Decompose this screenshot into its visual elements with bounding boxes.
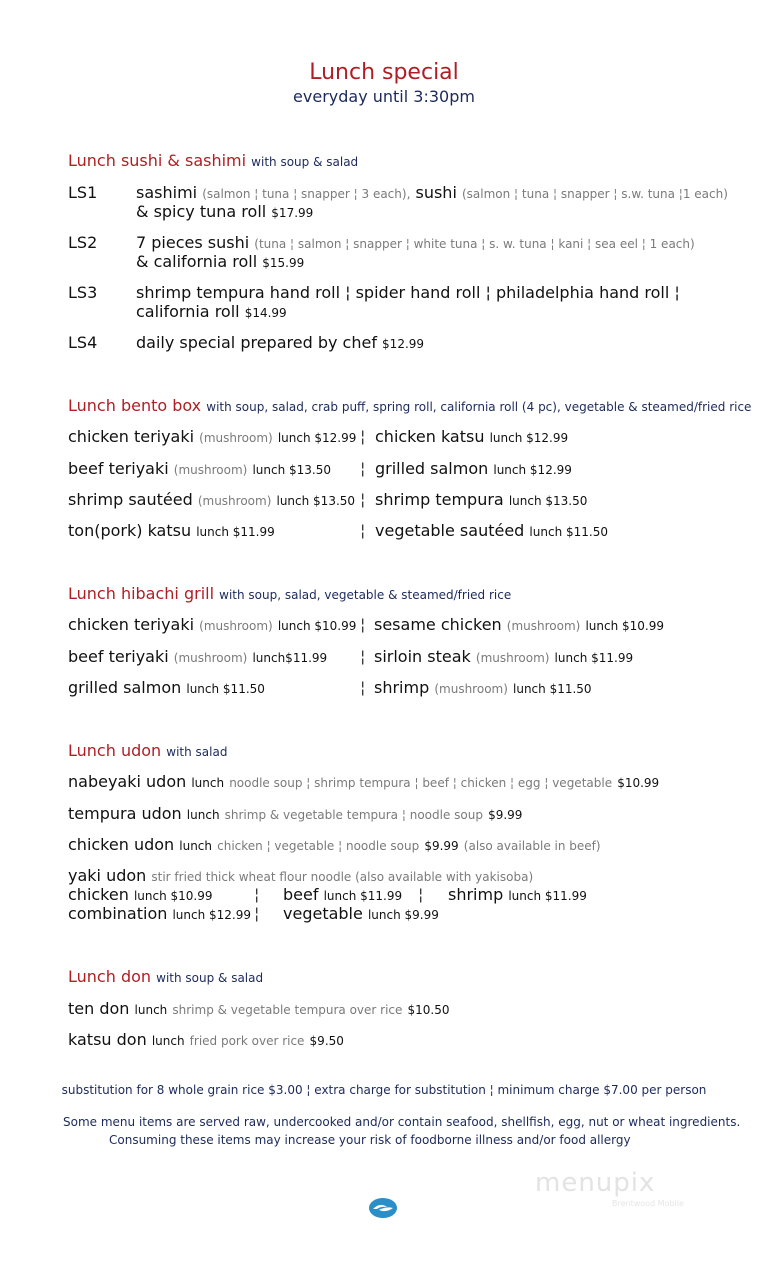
bento-item: [68, 490, 355, 509]
yaki-option: [68, 904, 251, 923]
item-price: lunch $12.99: [493, 463, 572, 477]
item-name: shrimp tempura hand roll ¦ spider hand roll ¦ philadelphia hand roll ¦: [136, 283, 680, 302]
bento-item: [375, 490, 587, 509]
item-detail: (mushroom): [475, 651, 550, 665]
item-name: yaki udon: [68, 866, 147, 885]
item-name: sesame chicken: [374, 615, 502, 634]
item-price: lunch $11.99: [554, 651, 634, 665]
allergy-warning-line1: Some menu items are served raw, undercooked and/or contain seafood, shellfish, egg, nut or wheat ingredients.: [63, 1115, 741, 1129]
item-price: lunch $13.50: [252, 463, 331, 477]
ls2-line1: [136, 233, 695, 252]
ls1-line1: [136, 183, 728, 202]
ls3-line2: [136, 302, 287, 321]
item-price: lunch $10.99: [277, 619, 357, 633]
item-name: 7 pieces sushi: [136, 233, 250, 252]
allergy-warning-line2: Consuming these items may increase your risk of foodborne illness and/or food allergy: [109, 1133, 631, 1147]
ls2-line2: [136, 252, 304, 271]
item-price: $9.50: [309, 1034, 344, 1048]
item-name: sushi: [415, 183, 457, 202]
column-separator: ¦: [360, 459, 366, 478]
section-heading-hibachi: [68, 584, 511, 603]
item-price: $14.99: [244, 306, 287, 320]
bento-item: [68, 459, 331, 478]
item-name: vegetable sautéed: [375, 521, 525, 540]
item-name: chicken teriyaki: [68, 615, 195, 634]
yaki-option: [448, 885, 587, 904]
udon-item-yaki: [68, 866, 533, 885]
item-price: lunch $11.50: [529, 525, 608, 539]
item-price: lunch $11.99: [196, 525, 275, 539]
item-code-ls1: LS1: [68, 183, 98, 202]
item-detail: chicken ¦ vegetable ¦ noodle soup: [217, 839, 420, 853]
item-price: $9.99: [424, 839, 459, 853]
heading-note: with soup & salad: [251, 155, 359, 169]
item-name: sirloin steak: [374, 647, 471, 666]
item-detail: (mushroom): [199, 619, 273, 633]
bento-item: [375, 427, 568, 446]
item-lunch: lunch: [186, 808, 220, 822]
item-name: nabeyaki udon: [68, 772, 187, 791]
ls1-line2: [136, 202, 313, 221]
item-detail: (tuna ¦ salmon ¦ snapper ¦ white tuna ¦ s. w. tuna ¦ kani ¦ sea eel ¦ 1 each): [254, 237, 695, 251]
heading-note: with soup, salad, crab puff, spring roll, california roll (4 pc), vegetable & steamed/fried rice: [206, 400, 752, 414]
don-item: [68, 999, 450, 1018]
hibachi-item: [374, 647, 633, 666]
item-price: lunch $10.99: [133, 889, 213, 903]
item-name: chicken teriyaki: [68, 427, 195, 446]
heading-text: Lunch don: [68, 967, 152, 986]
heading-note: with soup & salad: [156, 971, 264, 985]
item-name: beef: [283, 885, 319, 904]
item-price: lunch $13.50: [276, 494, 356, 508]
item-name: shrimp: [448, 885, 504, 904]
item-name: shrimp: [374, 678, 430, 697]
item-price: lunch $11.50: [513, 682, 592, 696]
item-name: chicken udon: [68, 835, 175, 854]
item-name: daily special prepared by chef: [136, 333, 377, 352]
section-heading-sushi: [68, 151, 358, 170]
item-detail: (mushroom): [173, 651, 248, 665]
item-name: beef teriyaki: [68, 459, 169, 478]
hibachi-item: [374, 615, 664, 634]
bento-item: [68, 521, 275, 540]
menu-title: Lunch special: [309, 60, 459, 85]
section-heading-udon: [68, 741, 227, 760]
fish-logo-icon: [368, 1197, 398, 1219]
column-separator: ¦: [360, 521, 366, 540]
substitution-note: substitution for 8 whole grain rice $3.00 ¦ extra charge for substitution ¦ minimum charge $7.00 per person: [61, 1083, 707, 1097]
column-separator: ¦: [360, 678, 366, 697]
ls4-line1: [136, 333, 424, 352]
item-detail: fried pork over rice: [189, 1034, 305, 1048]
item-lunch: lunch: [191, 776, 225, 790]
udon-item-chicken: [68, 835, 601, 854]
item-name: shrimp sautéed: [68, 490, 193, 509]
column-separator: ¦: [360, 427, 366, 446]
item-detail: (mushroom): [197, 494, 272, 508]
item-price: lunch $11.50: [186, 682, 265, 696]
ls3-line1: [136, 283, 680, 302]
heading-note: with soup, salad, vegetable & steamed/fried rice: [219, 588, 512, 602]
yaki-option: [283, 885, 402, 904]
item-detail: shrimp & vegetable tempura over rice: [172, 1003, 403, 1017]
yaki-option: [68, 885, 213, 904]
column-separator: ¦: [360, 490, 366, 509]
item-price: $10.50: [407, 1003, 450, 1017]
item-name: grilled salmon: [375, 459, 489, 478]
item-detail: (mushroom): [199, 431, 273, 445]
item-code-ls3: LS3: [68, 283, 98, 302]
hibachi-item: [374, 678, 592, 697]
heading-note: with salad: [166, 745, 228, 759]
item-name: sashimi: [136, 183, 198, 202]
heading-text: Lunch bento box: [68, 396, 202, 415]
item-price: lunch $12.99: [489, 431, 569, 445]
yaki-option: [283, 904, 439, 923]
item-name: tempura udon: [68, 804, 182, 823]
udon-item-tempura: [68, 804, 522, 823]
item-name: chicken katsu: [375, 427, 485, 446]
item-detail: (mushroom): [506, 619, 581, 633]
item-price: lunch $11.99: [508, 889, 587, 903]
item-price: lunch $12.99: [172, 908, 252, 922]
udon-item-nabeyaki: [68, 772, 659, 791]
menu-subtitle: everyday until 3:30pm: [293, 87, 475, 106]
item-price: lunch $12.99: [277, 431, 357, 445]
item-price: $9.99: [488, 808, 523, 822]
item-detail: shrimp & vegetable tempura ¦ noodle soup: [224, 808, 483, 822]
item-name: california roll: [136, 302, 240, 321]
hibachi-item: [68, 647, 327, 666]
item-detail: (mushroom): [173, 463, 248, 477]
item-detail: stir fried thick wheat flour noodle (also available with yakisoba): [151, 870, 534, 884]
item-lunch: lunch: [134, 1003, 168, 1017]
item-price: lunch$11.99: [252, 651, 328, 665]
item-price: $15.99: [262, 256, 305, 270]
item-note: (also available in beef): [463, 839, 601, 853]
item-name: ton(pork) katsu: [68, 521, 192, 540]
heading-text: Lunch sushi & sashimi: [68, 151, 247, 170]
item-name: vegetable: [283, 904, 363, 923]
item-price: $17.99: [271, 206, 314, 220]
bento-item: [68, 427, 356, 446]
item-name: grilled salmon: [68, 678, 182, 697]
item-price: lunch $13.50: [508, 494, 588, 508]
item-detail: (mushroom): [434, 682, 508, 696]
item-code-ls4: LS4: [68, 333, 98, 352]
item-detail: (salmon ¦ tuna ¦ snapper ¦ 3 each),: [202, 187, 411, 201]
section-heading-don: [68, 967, 263, 986]
item-price: $12.99: [382, 337, 425, 351]
item-lunch: lunch: [151, 1034, 185, 1048]
column-separator: ¦: [418, 885, 424, 904]
item-price: lunch $10.99: [585, 619, 665, 633]
item-detail: noodle soup ¦ shrimp tempura ¦ beef ¦ chicken ¦ egg ¦ vegetable: [229, 776, 613, 790]
item-name: ten don: [68, 999, 130, 1018]
item-price: lunch $11.99: [323, 889, 403, 903]
section-heading-bento: [68, 396, 751, 415]
don-item: [68, 1030, 344, 1049]
column-separator: ¦: [254, 885, 260, 904]
column-separator: ¦: [360, 647, 366, 666]
bento-item: [375, 459, 572, 478]
heading-text: Lunch udon: [68, 741, 162, 760]
item-name: chicken: [68, 885, 129, 904]
item-detail: (salmon ¦ tuna ¦ snapper ¦ s.w. tuna ¦1 each): [461, 187, 728, 201]
item-price: $10.99: [617, 776, 660, 790]
item-price: lunch $9.99: [367, 908, 439, 922]
watermark-subtext: Brentwood Mobile: [612, 1199, 684, 1208]
column-separator: ¦: [254, 904, 260, 923]
item-lunch: lunch: [179, 839, 213, 853]
column-separator: ¦: [360, 615, 366, 634]
hibachi-item: [68, 615, 356, 634]
watermark-logo: menupix: [535, 1168, 656, 1198]
item-name: katsu don: [68, 1030, 147, 1049]
item-name: & spicy tuna roll: [136, 202, 267, 221]
hibachi-item: [68, 678, 265, 697]
item-name: combination: [68, 904, 168, 923]
item-code-ls2: LS2: [68, 233, 98, 252]
item-name: beef teriyaki: [68, 647, 169, 666]
heading-text: Lunch hibachi grill: [68, 584, 215, 603]
bento-item: [375, 521, 608, 540]
item-name: shrimp tempura: [375, 490, 504, 509]
item-name: & california roll: [136, 252, 258, 271]
